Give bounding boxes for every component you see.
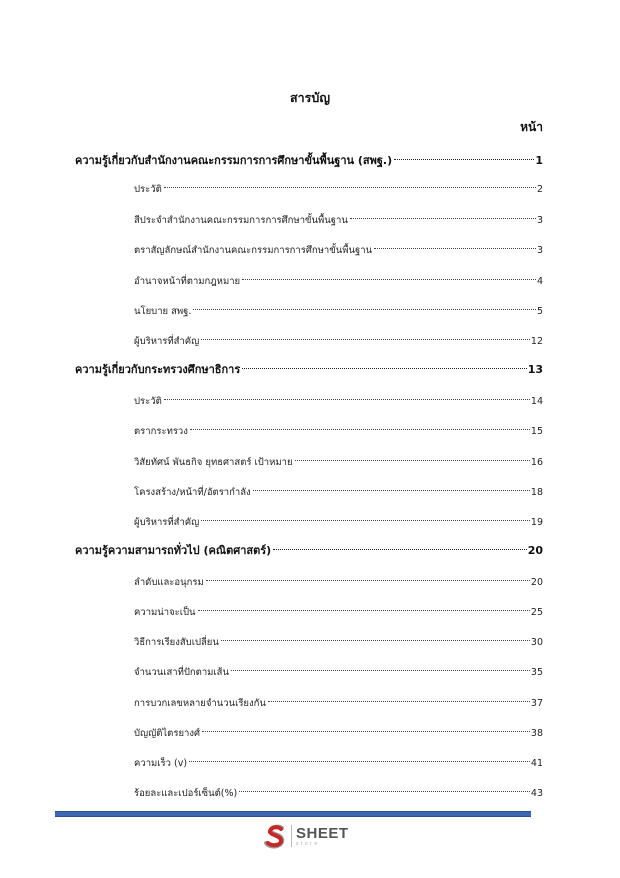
toc-page-number: 19 [530,517,543,528]
dot-leader [164,176,536,192]
toc-sub-row[interactable] [134,268,543,287]
sheet-store-logo [262,822,349,850]
toc-page-number: 3 [536,215,543,226]
toc-sub-row[interactable] [134,388,543,407]
dot-leader [394,148,534,164]
dot-leader [239,780,530,796]
toc-entry-label: ผู้บริหารที่สำคัญ [134,517,200,528]
toc-page-number: 13 [527,363,543,376]
toc-sub-row[interactable] [134,298,543,317]
footer-divider [55,811,531,817]
toc-sub-row[interactable] [134,690,543,709]
toc-page-number: 20 [527,544,543,557]
toc-entry-label: ประวัติ [134,396,162,407]
dot-leader [242,357,526,373]
toc-entry-label: ประวัติ [134,184,162,195]
toc-sub-row[interactable] [134,176,543,195]
toc-entry-label: ความรู้เกี่ยวกับสำนักงานคณะกรรมการการศึกษาขั้นพื้นฐาน (สพฐ.) [75,154,393,167]
dot-leader [190,418,530,434]
toc-sub-row[interactable] [134,599,543,618]
logo-divider [291,825,292,847]
toc-section-row[interactable] [75,357,543,376]
sheet-store-s-logo-icon [262,823,288,849]
toc-page-number: 18 [530,487,543,498]
toc-entry-label: ร้อยละและเปอร์เซ็นต์(%) [134,788,238,799]
toc-page-number: 37 [530,698,543,709]
toc-entry-label: ผู้บริหารที่สำคัญ [134,336,200,347]
toc-sub-row[interactable] [134,237,543,256]
toc-page-number: 3 [536,245,543,256]
dot-leader [198,599,530,615]
dot-leader [273,538,527,554]
toc-entry-label: การบวกเลขหลายจำนวนเรียงกัน [134,698,266,709]
toc-page-number: 20 [530,577,543,588]
toc-entry-label: วิสัยทัศน์ พันธกิจ ยุทธศาสตร์ เป้าหมาย [134,457,293,468]
toc-page-number: 38 [530,728,543,739]
toc-page-number: 5 [536,306,543,317]
page-column-label: หน้า [520,120,543,134]
logo-sub-text: store [296,840,320,847]
toc-entry-label: ความรู้เกี่ยวกับกระทรวงศึกษาธิการ [75,363,241,376]
dot-leader [206,569,530,585]
toc-sub-row[interactable] [134,479,543,498]
toc-entry-label: บัญญัติไตรยางศ์ [134,728,201,739]
toc-sub-row[interactable] [134,780,543,799]
logo-text [296,826,349,847]
toc-page-number: 35 [530,667,543,678]
toc-sub-row[interactable] [134,449,543,468]
toc-page-number: 14 [530,396,543,407]
toc-page-number: 25 [530,607,543,618]
toc-section-row[interactable] [75,148,543,167]
logo-main-text: SHEET [296,824,349,842]
toc-entry-label: สีประจำสำนักงานคณะกรรมการการศึกษาขั้นพื้นฐาน [134,215,348,226]
toc-title: สารบัญ [290,90,330,105]
toc-sub-row[interactable] [134,509,543,528]
toc-entry-label: ความน่าจะเป็น [134,607,196,618]
toc-entry-label: ความรู้ความสามารถทั่วไป (คณิตศาสตร์) [75,544,272,557]
dot-leader [350,207,536,223]
toc-sub-row[interactable] [134,328,543,347]
toc-entry-label: อำนาจหน้าที่ตามกฎหมาย [134,276,241,287]
toc-sub-row[interactable] [134,750,543,769]
toc-page-number: 15 [530,426,543,437]
dot-leader [295,449,530,465]
toc-page-number: 16 [530,457,543,468]
dot-leader [231,659,530,675]
toc-entry-label: จำนวนเสาที่ปักตามเส้น [134,667,229,678]
toc-entry-label: ความเร็ว (v) [134,758,188,769]
toc-entry-label: วิธีการเรียงสับเปลี่ยน [134,637,219,648]
toc-page-number: 4 [536,276,543,287]
dot-leader [189,750,530,766]
toc-page-number: 43 [530,788,543,799]
toc-sub-row[interactable] [134,207,543,226]
toc-page-number: 12 [530,336,543,347]
dot-leader [164,388,530,404]
toc-page-number: 30 [530,637,543,648]
toc-page-number: 2 [536,184,543,195]
toc-sub-row[interactable] [134,418,543,437]
dot-leader [374,237,536,253]
toc-sub-row[interactable] [134,659,543,678]
toc-sub-row[interactable] [134,569,543,588]
toc-sub-row[interactable] [134,720,543,739]
toc-entry-label: นโยบาย สพฐ. [134,306,192,317]
toc-entry-label: ตราสัญลักษณ์สำนักงานคณะกรรมการการศึกษาขั้นพื้นฐาน [134,245,373,256]
toc-page-number: 1 [535,154,543,167]
toc-entry-label: ลำดับและอนุกรม [134,577,204,588]
dot-leader [221,629,530,645]
dot-leader [193,298,536,314]
dot-leader [201,509,530,525]
toc-entry-label: โครงสร้าง/หน้าที่/อัตรากำลัง [134,487,251,498]
toc-sub-row[interactable] [134,629,543,648]
dot-leader [202,720,530,736]
toc-entry-label: ตรากระทรวง [134,426,188,437]
dot-leader [253,479,530,495]
dot-leader [268,690,530,706]
toc-section-row[interactable] [75,538,543,557]
dot-leader [201,328,530,344]
toc-page-number: 41 [530,758,543,769]
dot-leader [242,268,536,284]
